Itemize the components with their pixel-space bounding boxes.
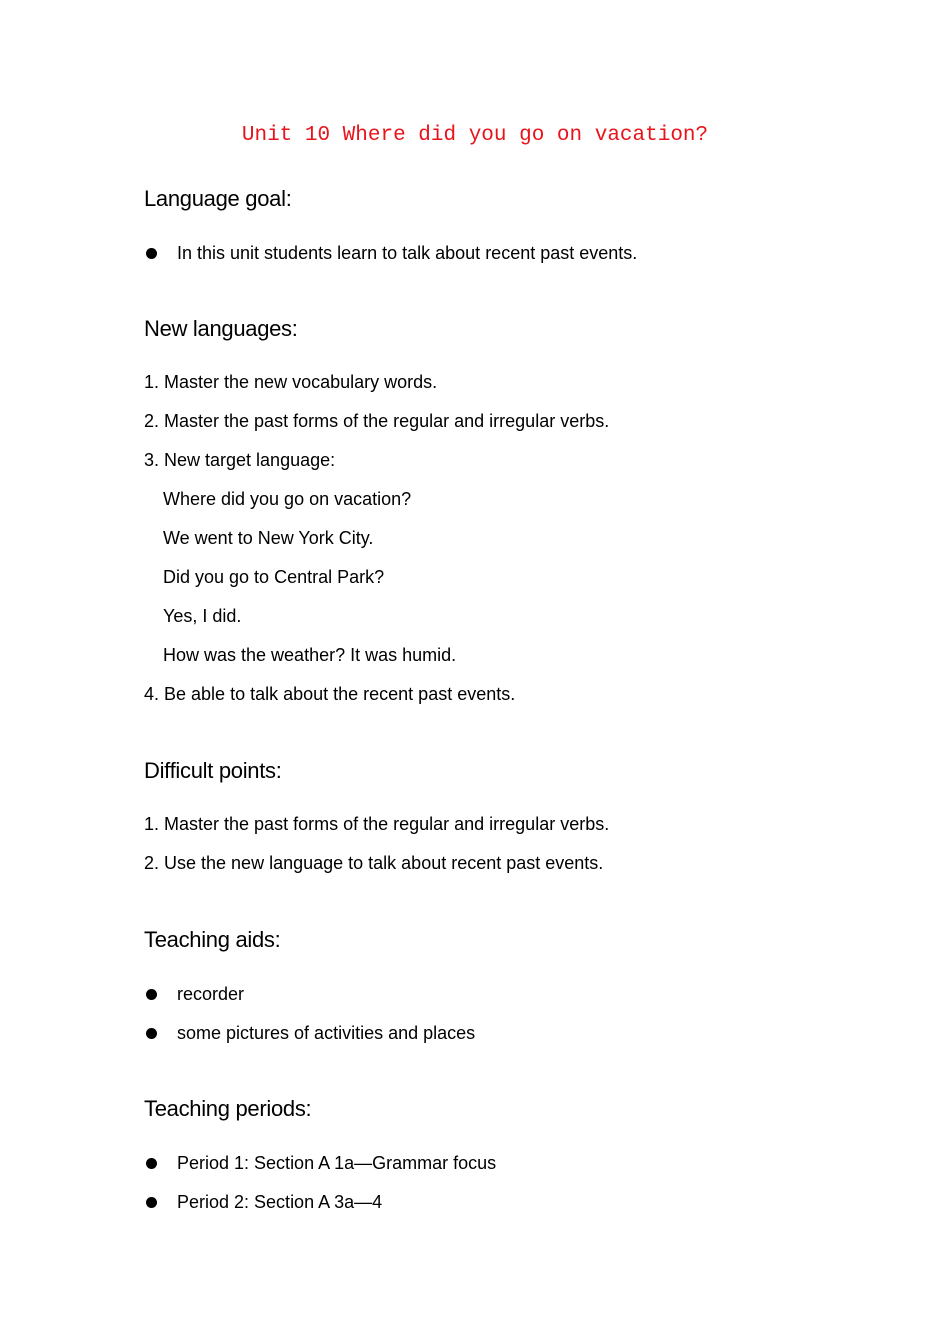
bullet-icon: [146, 248, 157, 259]
section-heading-teaching-aids: Teaching aids:: [144, 927, 281, 952]
bullet-icon: [146, 1158, 157, 1169]
bullet-icon: [146, 1028, 157, 1039]
numbered-item: 2. Use the new language to talk about recent past events.: [144, 853, 604, 873]
section-heading-difficult-points: Difficult points:: [144, 758, 282, 783]
target-language-line: Did you go to Central Park?: [163, 567, 385, 587]
bullet-icon: [146, 989, 157, 1000]
numbered-item: 3. New target language:: [144, 450, 336, 470]
section-heading-new-languages: New languages:: [144, 316, 298, 341]
target-language-line: How was the weather? It was humid.: [163, 645, 457, 665]
numbered-item: 4. Be able to talk about the recent past events.: [144, 684, 516, 704]
bullet-text: some pictures of activities and places: [177, 1023, 476, 1043]
numbered-item: 1. Master the past forms of the regular and irregular verbs.: [144, 814, 610, 834]
numbered-item: 2. Master the past forms of the regular and irregular verbs.: [144, 411, 610, 431]
section-heading-teaching-periods: Teaching periods:: [144, 1096, 312, 1121]
bullet-text: In this unit students learn to talk about recent past events.: [177, 243, 638, 263]
section-heading-language-goal: Language goal:: [144, 186, 292, 211]
target-language-line: Where did you go on vacation?: [163, 489, 412, 509]
numbered-item: 1. Master the new vocabulary words.: [144, 372, 438, 392]
bullet-text: Period 2: Section A 3a—4: [177, 1192, 383, 1212]
bullet-text: Period 1: Section A 1a—Grammar focus: [177, 1153, 497, 1173]
page-title: Unit 10 Where did you go on vacation?: [241, 124, 709, 147]
bullet-icon: [146, 1197, 157, 1208]
bullet-text: recorder: [177, 984, 245, 1004]
target-language-line: We went to New York City.: [163, 528, 374, 548]
target-language-line: Yes, I did.: [163, 606, 242, 626]
